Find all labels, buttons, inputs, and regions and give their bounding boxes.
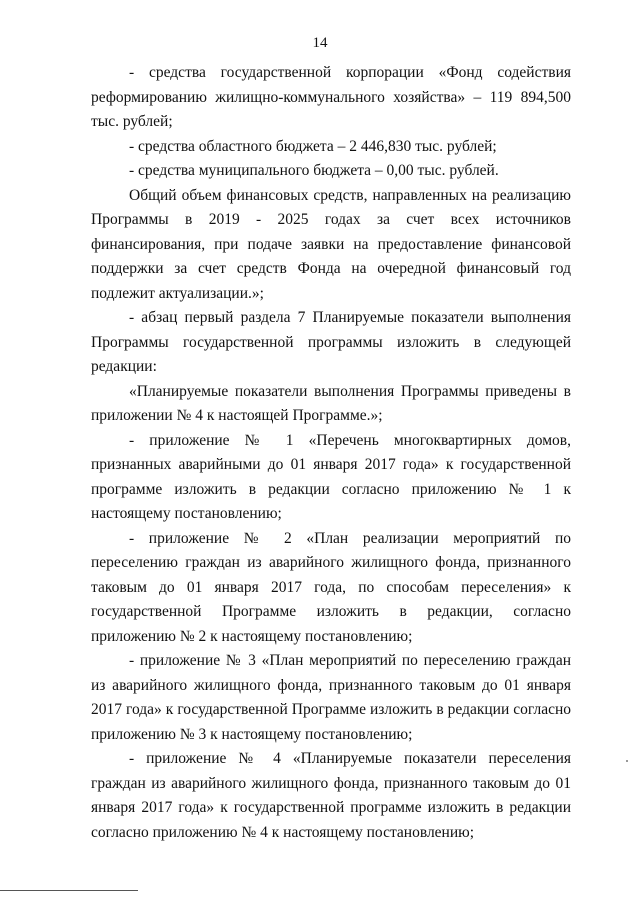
scan-speck [626, 760, 628, 762]
paragraph-section-7-new-text: «Планируемые показатели выполнения Программы приведены в приложении № 4 к настоящей Программе.»; [91, 382, 571, 424]
paragraph-regional-budget: - средства областного бюджета – 2 446,830 тыс. рублей; [129, 137, 497, 155]
paragraph-fund-funds: - средства государственной корпорации «Фонд содействия реформированию жилищно-коммунального хозяйства» – 119 894,500 тыс. рублей; [91, 64, 571, 130]
paragraph-section-7-amendment: - абзац первый раздела 7 Планируемые показатели выполнения Программы государственной программы изложить в следующей редакции: [91, 309, 571, 375]
paragraph-total-financing: Общий объем финансовых средств, направленных на реализацию Программы в 2019 - 2025 годах за счет всех источников финансирования, при подаче заявки на предоставление финансовой поддержки за счет средств Фонда на очередной финансовый год подлежит актуализации.»; [91, 186, 571, 302]
paragraph-appendix-4: - приложение № 4 «Планируемые показатели переселения граждан из аварийного жилищного фонда, признанного таковым до 01 января 2017 года» к государственной программе изложить в редакции согласно приложению № 4 к настоящему постановлению; [91, 750, 571, 841]
footer-rule [0, 890, 138, 891]
paragraph-appendix-3: - приложение № 3 «План мероприятий по переселению граждан из аварийного жилищного фонда, признанного таковым до 01 января 2017 года» к государственной Программе изложить в редакции согласно приложению № 3 к настоящему постановлению; [91, 652, 571, 743]
paragraph-appendix-2: - приложение № 2 «План реализации мероприятий по переселению граждан из аварийного жилищного фонда, признанного таковым до 01 января 2017 года, по способам переселения» к государственной Программе изложить в редакции, согласно приложению № 2 к настоящему постановлению; [91, 529, 571, 645]
page-number: 14 [312, 35, 328, 51]
document-body [91, 61, 571, 845]
paragraph-municipal-budget: - средства муниципального бюджета – 0,00 тыс. рублей. [129, 162, 499, 179]
paragraph-appendix-1: - приложение № 1 «Перечень многоквартирных домов, признанных аварийными до 01 января 2017 года» к государственной программе изложить в редакции согласно приложению № 1 к настоящему постановлению; [91, 431, 571, 522]
